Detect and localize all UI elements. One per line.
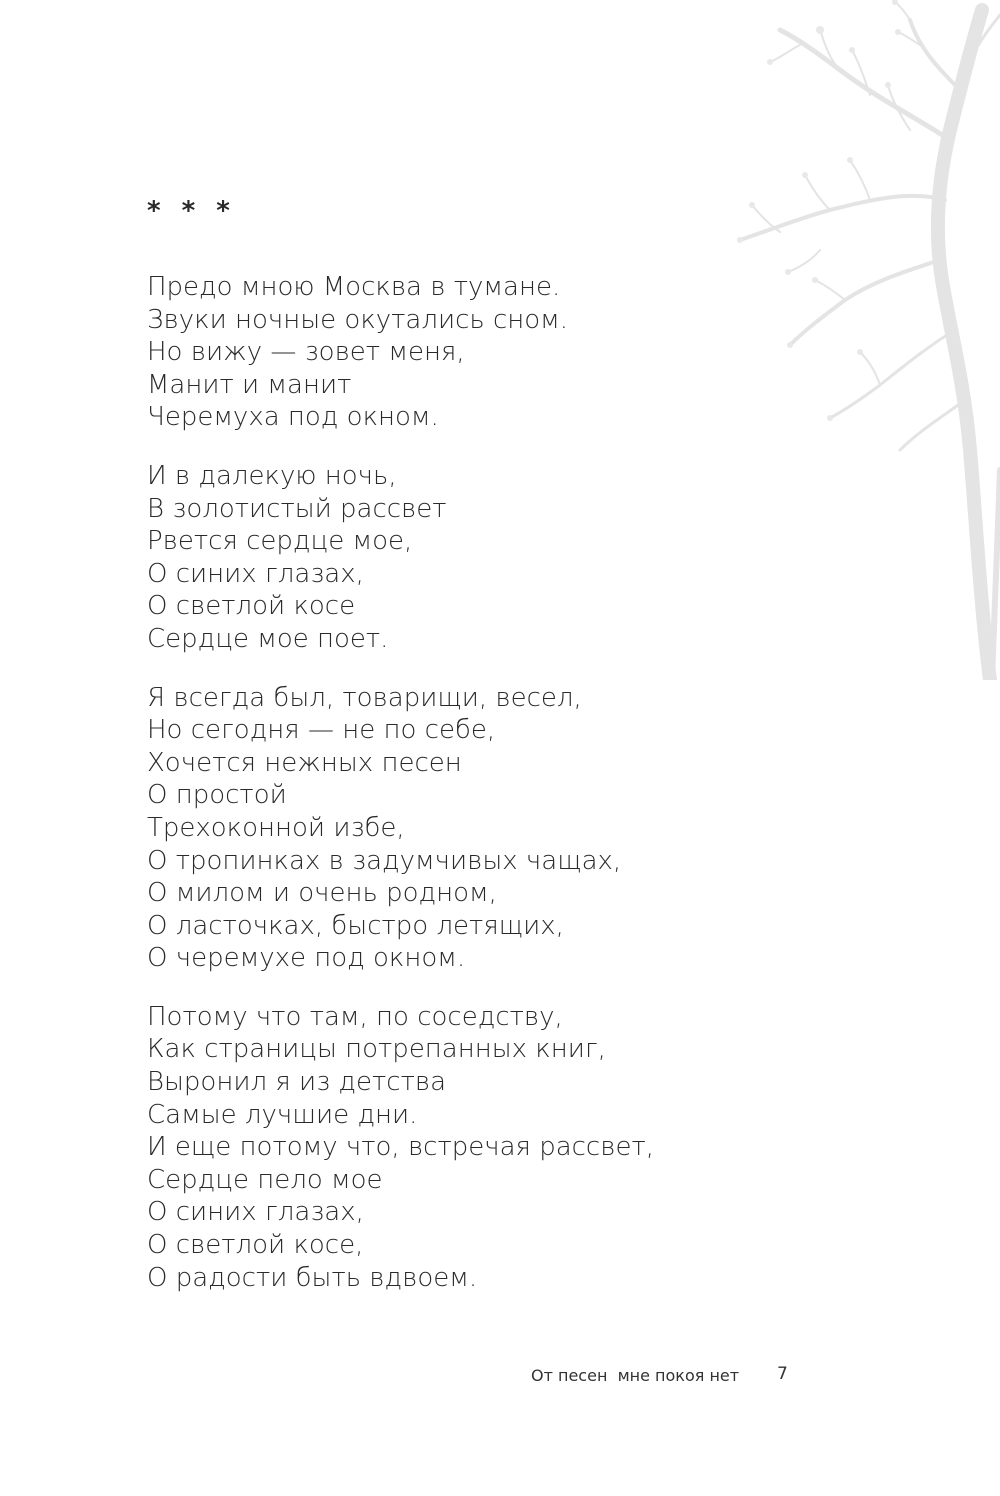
page-number: 7: [777, 1364, 788, 1384]
section-separator: * * *: [147, 196, 236, 226]
poem-line: Но вижу — зовет меня,: [147, 337, 465, 368]
running-footer-title: От песен мне покоя нет: [531, 1366, 740, 1385]
poem-line: О светлой косе,: [147, 1230, 364, 1261]
poem-line: О синих глазах,: [147, 1197, 364, 1228]
poem-line: Но сегодня — не по себе,: [147, 715, 496, 746]
poem-line: О синих глазах,: [147, 558, 364, 589]
poem-line: О простой: [147, 780, 287, 811]
poem-line: Самые лучшие дни.: [147, 1099, 418, 1130]
poem: [147, 271, 867, 1320]
stanza: [147, 271, 867, 434]
poem-line: Хочется нежных песен: [147, 747, 462, 778]
poem-line: И еще потому что, встречая рассвет,: [147, 1132, 654, 1163]
poem-line: О светлой косе: [147, 591, 356, 622]
poem-line: О радости быть вдвоем.: [147, 1262, 478, 1293]
poem-line: О ласточках, быстро летящих,: [147, 910, 564, 941]
poem-line: О черемухе под окном.: [147, 943, 466, 974]
poem-line: Манит и манит: [147, 369, 352, 400]
poem-line: Звуки ночные окутались сном.: [147, 304, 569, 335]
stanza: [147, 460, 867, 656]
poem-line: Трехоконной избе,: [147, 812, 405, 843]
poem-line: Как страницы потрепанных книг,: [147, 1034, 606, 1065]
stanza: [147, 682, 867, 975]
poem-line: Рвется сердце мое,: [147, 526, 413, 557]
poem-line: О милом и очень родном,: [147, 878, 497, 909]
poem-line: Сердце мое поет.: [147, 623, 389, 654]
poem-line: Потому что там, по соседству,: [147, 1001, 563, 1032]
poem-line: Я всегда был, товарищи, весел,: [147, 682, 582, 713]
stanza: [147, 1001, 867, 1294]
poem-line: И в далекую ночь,: [147, 460, 397, 491]
poem-line: Черемуха под окном.: [147, 402, 439, 433]
poem-line: Сердце пело мое: [147, 1164, 383, 1195]
poem-line: Выронил я из детства: [147, 1067, 447, 1098]
poem-line: О тропинках в задумчивых чащах,: [147, 845, 622, 876]
poem-line: В золотистый рассвет: [147, 493, 447, 524]
poem-line: Предо мною Москва в тумане.: [147, 272, 561, 302]
